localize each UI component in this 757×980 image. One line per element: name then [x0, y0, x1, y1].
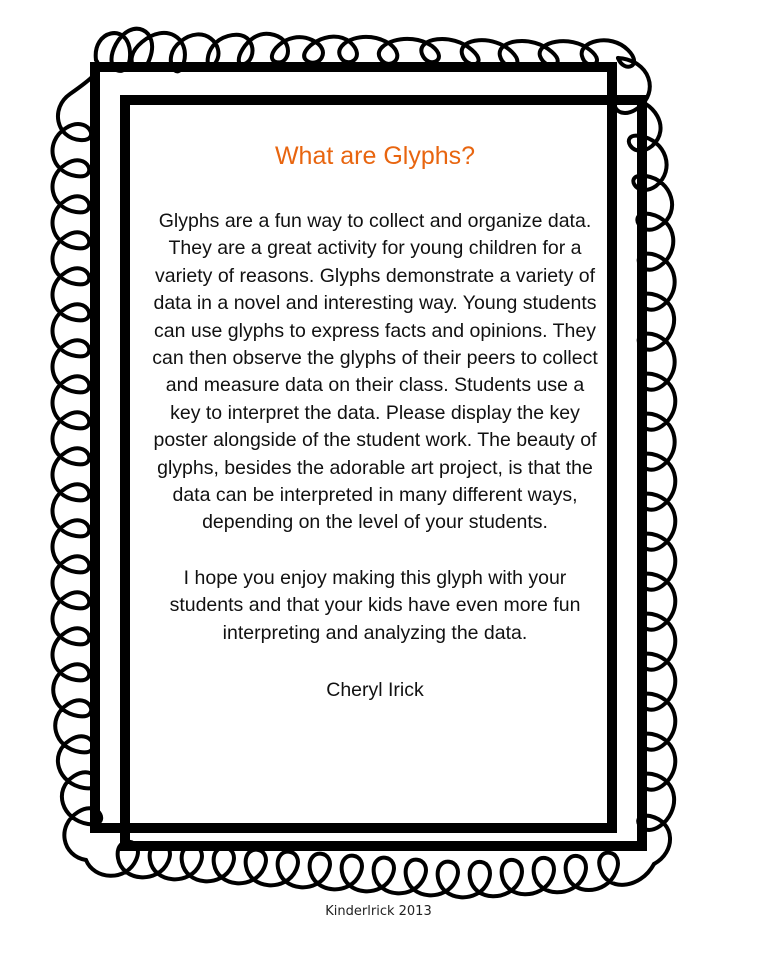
page-title: What are Glyphs?	[274, 142, 476, 170]
closing-paragraph: I hope you enjoy making this glyph with your students and that your kids have even more fun interpreting and analyzing the data.	[169, 566, 581, 644]
document-body	[150, 140, 600, 704]
intro-paragraph: Glyphs are a fun way to collect and organize data. They are a great activity for young children for a variety of reasons. Glyphs demonstrate a variety of data in a novel and interesting way. Young students can use glyphs to express facts and opinions. They can then observe the glyphs of their peers to collect and measure data on their class. Students use a key to interpret the data. Please display the key poster alongside of the student work. The beauty of glyphs, besides the adorable art project, is that the data can be interpreted in many different ways, depending on the level of your students.	[152, 210, 598, 534]
author-signature: Cheryl Irick	[326, 679, 424, 702]
copyright-footer: Kinderlrick 2013	[325, 904, 432, 919]
